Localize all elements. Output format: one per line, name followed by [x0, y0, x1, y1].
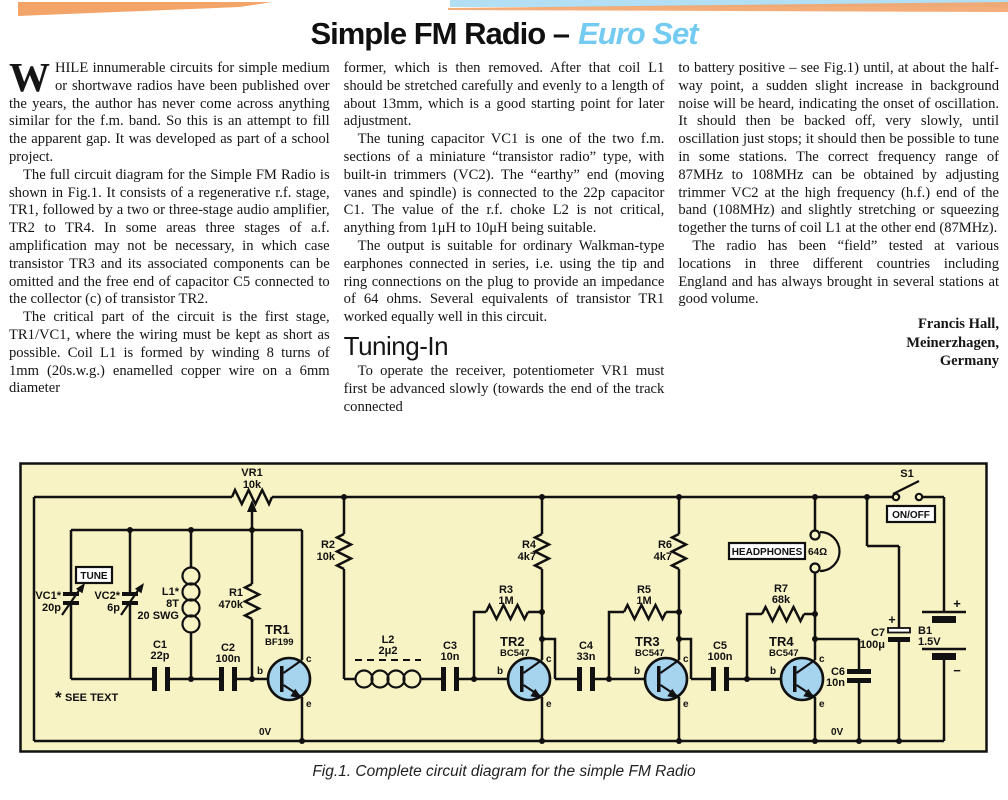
tr4-pin-e: e [819, 699, 825, 710]
c7-plate-neg [888, 637, 910, 642]
c3-plate [441, 667, 446, 691]
author-city: Meinerzhagen, [906, 334, 1000, 351]
label-r2-value: 10k [316, 551, 335, 563]
tr1-transistor [268, 658, 310, 700]
paragraph: The output is suitable for ordinary Walkman-type earphones connected in series, i.e. using the tip and ring connections on the plug to provide an impedance of 64 ohms. Several equivalents of transistor TR1 worked equally well in this circuit. [343, 237, 665, 326]
c6-plate [847, 669, 871, 674]
author-credit [678, 315, 999, 371]
tr4-base-bar [793, 666, 797, 692]
article-column-2 [344, 60, 665, 416]
label-tr3-type: BC547 [635, 648, 665, 659]
label-r7-value: 68k [771, 594, 791, 606]
label-tr4-type: BC547 [769, 648, 799, 659]
tr1-pin-e: e [306, 699, 312, 710]
label-c3-value: 10n [440, 651, 460, 663]
label-impedance: 64Ω [808, 547, 828, 558]
c6-plate [847, 678, 871, 683]
c1-plate [165, 667, 170, 691]
article-column-1 [9, 54, 330, 416]
label-c7: C7 [870, 627, 885, 639]
paragraph: former, which is then removed. After that coil L1 should be stretched carefully and evenly to a length of about 13mm, which is a good starting point for later adjustment. [343, 60, 665, 130]
label-l1-gauge: 20 SWG [137, 610, 179, 622]
article-title-main: Simple FM Radio – [310, 16, 570, 51]
label-c1-value: 22p [150, 650, 170, 662]
label-c2-value: 100n [215, 653, 241, 665]
c2-plate [219, 667, 224, 691]
article-column-3 [678, 60, 999, 416]
label-vr1-value: 10k [242, 479, 262, 491]
c3-plate [454, 667, 459, 691]
tr2-pin-e: e [546, 699, 552, 710]
c5-plate [724, 667, 729, 691]
label-c5: C5 [712, 640, 728, 652]
orange-wedge-decoration [18, 2, 272, 16]
label-vc1-value: 20p [42, 602, 61, 614]
label-r6: R6 [657, 539, 672, 551]
article-title [0, 16, 1008, 52]
label-vc1: VC1* [35, 590, 61, 602]
figure-1 [19, 462, 989, 759]
label-l2: L2 [381, 634, 395, 646]
label-r5-value: 1M [636, 595, 652, 607]
drop-cap: W [9, 54, 50, 100]
label-c6-value: 10n [826, 677, 845, 689]
article-title-accent: Euro Set [578, 16, 698, 51]
tr3-pin-e: e [683, 699, 689, 710]
label-c6: C6 [830, 666, 845, 678]
c7-polarity-plus: + [888, 613, 896, 627]
label-vc2: VC2* [94, 590, 120, 602]
label-b1: B1 [918, 625, 933, 637]
figure-caption: Fig.1. Complete circuit diagram for the simple FM Radio [312, 763, 696, 780]
label-tr1: TR1 [265, 622, 290, 637]
tr3-transistor [645, 658, 687, 700]
paragraph [9, 54, 330, 167]
label-r4-value: 4k7 [517, 551, 536, 563]
tr2-pin-c: c [546, 654, 552, 665]
paragraph: To operate the receiver, potentiometer VR1 must first be advanced slowly (towards the end of the track connected [343, 362, 665, 415]
author-country: Germany [939, 353, 1000, 370]
label-0v-left: 0V [259, 727, 272, 738]
label-l1-turns: 8T [166, 598, 179, 610]
c4-plate [577, 667, 582, 691]
tr4-pin-b: b [770, 666, 777, 677]
c1-plate [152, 667, 157, 691]
tr2-base-bar [520, 666, 524, 692]
c7-plate-pos [888, 628, 910, 633]
label-r5: R5 [636, 584, 652, 596]
label-c3: C3 [442, 640, 458, 652]
label-tr2: TR2 [500, 634, 525, 649]
label-headphones: HEADPHONES [731, 547, 803, 558]
label-tune: TUNE [80, 571, 108, 582]
label-l2-value: 2μ2 [378, 645, 398, 657]
paragraph: The tuning capacitor VC1 is one of the two f.m. sections of a miniature “transistor radio” type, with built-in trimmers (VC2). The “earthy” end (moving vanes and spindle) is connected to the 22p capacitor C1. The value of the r.f. choke L2 is not critical, anything from 1μH to 10μH being suitable. [343, 131, 665, 237]
label-c5-value: 100n [707, 651, 733, 663]
b1-short-plate [932, 616, 956, 623]
tr4-pin-c: c [819, 654, 825, 665]
label-tr3: TR3 [635, 634, 660, 649]
label-r2: R2 [320, 539, 335, 551]
label-see-text-star: * [55, 688, 62, 707]
tr3-base-bar [657, 666, 661, 692]
c2-plate [232, 667, 237, 691]
tr1-pin-b: b [257, 666, 264, 677]
author-name: Francis Hall, [917, 316, 1000, 333]
label-tr2-type: BC547 [500, 648, 530, 659]
b1-polarity-plus: + [953, 596, 961, 611]
b1-short-plate [932, 653, 956, 660]
label-vc2-value: 6p [107, 602, 120, 614]
label-r1: R1 [228, 587, 243, 599]
article-body [9, 54, 1000, 416]
label-c1: C1 [152, 639, 168, 651]
label-r4: R4 [521, 539, 536, 551]
c5-plate [711, 667, 716, 691]
label-tr1-type: BF199 [265, 637, 294, 648]
label-c4: C4 [578, 640, 594, 652]
tr3-pin-b: b [634, 666, 641, 677]
paragraph: The radio has been “field” tested at various locations in three different countries including England and has always brought in several stations at good volume. [678, 237, 1000, 308]
label-see-text: SEE TEXT [65, 692, 119, 704]
label-c7-value: 100μ [859, 639, 885, 651]
section-heading-tuning-in: Tuning-In [343, 330, 449, 361]
label-b1-value: 1.5V [918, 636, 941, 648]
label-r3-value: 1M [498, 595, 514, 607]
tr1-pin-c: c [306, 654, 312, 665]
label-r7: R7 [773, 583, 789, 595]
label-r6-value: 4k7 [653, 551, 672, 563]
circuit-diagram [19, 462, 989, 754]
paragraph-text: HILE innumerable circuits for simple medium or shortwave radios have been published over the years, the author has never come across anything similar for the f.m. band. So this is an attempt to fill the apparent gap. It was developed as part of a school project. [9, 60, 330, 165]
label-l1: L1* [161, 586, 179, 598]
paragraph: The critical part of the circuit is the first stage, TR1/VC1, where the wiring must be kept as short as possible. Coil L1 is formed by winding 8 turns of 1mm (20s.w.g.) enamelled copper wire on a 6mm diameter [9, 309, 330, 397]
label-onoff: ON/OFF [892, 510, 930, 521]
label-s1: S1 [900, 468, 914, 480]
tr2-transistor [508, 658, 550, 700]
tr2-pin-b: b [497, 666, 504, 677]
tr3-pin-c: c [683, 654, 689, 665]
paragraph: to battery positive – see Fig.1) until, at about the half-way point, a sudden slight increase in background noise will be heard, indicating the onset of oscillation. It should then be backed off, very slowly, until oscillation just stops; it should then be possible to tune in some stations. The correct frequency range of 87MHz to 108MHz can be obtained by adjusting trimmer VC2 at the high frequency (h.f.) end of the band (108MHz) and slightly stretching or squeezing together the turns of coil L1 at the other end (87MHz). [678, 60, 1000, 237]
label-c2: C2 [220, 642, 236, 654]
b1-polarity-minus: − [953, 663, 961, 678]
label-tr4: TR4 [769, 634, 794, 649]
c4-plate [590, 667, 595, 691]
label-r1-value: 470k [218, 599, 243, 611]
tr1-base-bar [280, 666, 284, 692]
paragraph: The full circuit diagram for the Simple FM Radio is shown in Fig.1. It consists of a regenerative r.f. stage, TR1, followed by a two or three-stage audio amplifier, TR2 to TR4. In some areas three stages of a.f. amplification may not be necessary, in which case transistor TR3 and its associated components can be omitted and the free end of capacitor C5 connected to the collector (c) of transistor TR2. [9, 166, 330, 308]
label-vr1: VR1 [241, 467, 263, 479]
label-r3: R3 [498, 584, 514, 596]
tr4-transistor [781, 658, 823, 700]
label-c4-value: 33n [576, 651, 596, 663]
label-0v-right: 0V [831, 727, 844, 738]
